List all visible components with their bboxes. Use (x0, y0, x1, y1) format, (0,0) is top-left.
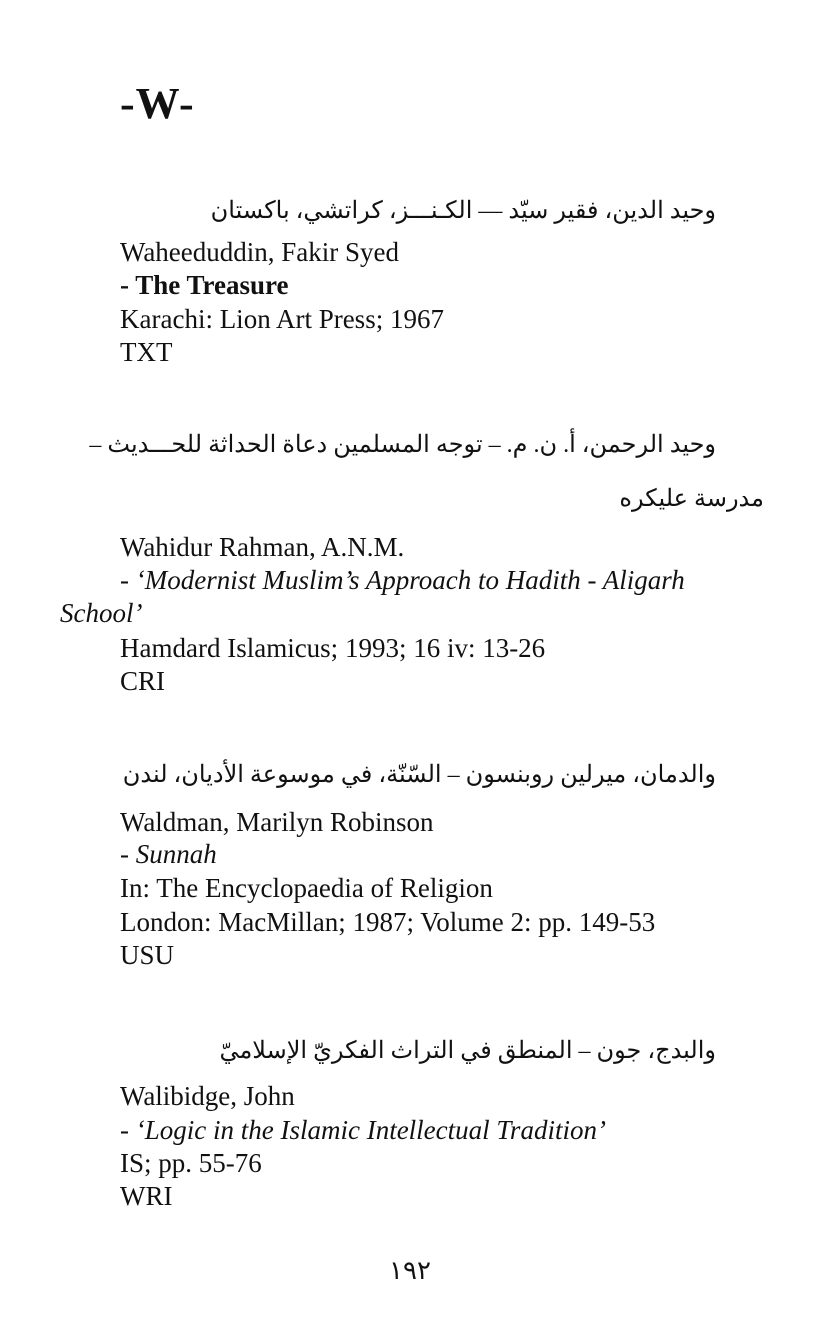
entry-code: CRI (120, 666, 166, 696)
entry-author: Wahidur Rahman, A.N.M. (120, 532, 405, 562)
entry-publication: Karachi: Lion Art Press; 1967 (120, 304, 444, 334)
page-number: ١٩٢ (389, 1256, 431, 1285)
entry-arabic-citation-continued: مدرسة عليكره (619, 486, 764, 512)
entry-title: - ‘Logic in the Islamic Intellectual Tradition’ (120, 1115, 606, 1145)
entry-arabic-citation: وحيد الرحمن، أ. ن. م. – توجه المسلمين دعاة الحداثة للحـــديث – (89, 432, 716, 458)
entry-author: Waheeduddin, Fakir Syed (120, 237, 400, 267)
entry-author: Walibidge, John (120, 1081, 295, 1111)
entry-title-continued: School’ (60, 598, 143, 628)
entry-arabic-citation: وحيد الدين، فقير سيّد — الكـنـــز، كراتشي، باكستان (210, 198, 716, 224)
entry-title: - Sunnah (120, 839, 217, 869)
entry-publication: London: MacMillan; 1987; Volume 2: pp. 149-53 (120, 907, 656, 937)
entry-arabic-citation: والبدج، جون – المنطق في التراث الفكريّ الإسلاميّ (219, 1038, 716, 1064)
entry-publication: Hamdard Islamicus; 1993; 16 iv: 13-26 (120, 633, 546, 663)
entry-code: WRI (120, 1181, 173, 1211)
entry-arabic-citation: والدمان، ميرلين روبنسون – السّنّة، في موسوعة الأديان، لندن (122, 762, 716, 788)
entry-author: Waldman, Marilyn Robinson (120, 807, 434, 837)
entry-publication: IS; pp. 55-76 (120, 1148, 262, 1178)
entry-code: TXT (120, 337, 173, 367)
entry-title: - ‘Modernist Muslim’s Approach to Hadith - Aligarh (120, 565, 685, 595)
entry-in: In: The Encyclopaedia of Religion (120, 873, 493, 903)
entry-title: - The Treasure (120, 270, 289, 300)
entry-code: USU (120, 940, 175, 970)
section-heading: -W- (120, 79, 195, 128)
